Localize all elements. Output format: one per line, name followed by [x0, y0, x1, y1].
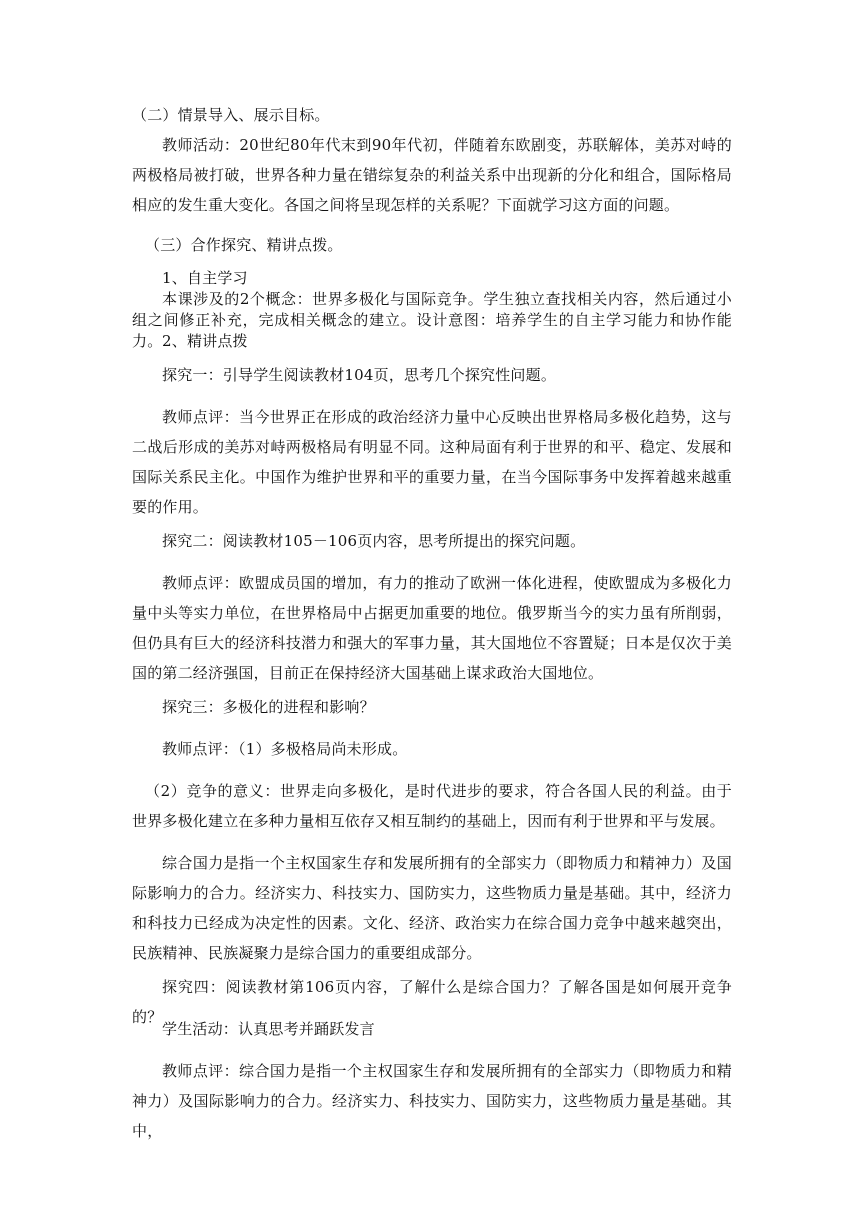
inquiry-4-paragraph: 探究四：阅读教材第106页内容，了解什么是综合国力？了解各国是如何展开竞争的？	[132, 978, 732, 1026]
teacher-comment-2-paragraph: 教师点评：欧盟成员国的增加，有力的推动了欧洲一体化进程，使欧盟成为多极化力量中头等实力单位，在世界格局中占据更加重要的地位。俄罗斯当今的实力虽有所削弱，但仍具有巨大的经济科技潜力和强大的军事力量，其大国地位不容置疑；日本是仅次于美国的第二经济强国，目前正在保持经济大国基础上谋求政治大国地位。	[132, 574, 732, 682]
section-heading-2: （二）情景导入、展示目标。	[132, 106, 330, 124]
subheading-key-points: 2、精讲点拨	[162, 332, 248, 350]
inquiry-3-paragraph: 探究三：多极化的进程和影响？	[162, 698, 375, 716]
inquiry-1-paragraph: 探究一：引导学生阅读教材104页，思考几个探究性问题。	[162, 366, 557, 384]
student-activity-paragraph: 学生活动：认真思考并踊跃发言	[162, 1020, 375, 1038]
teacher-comment-3-paragraph: 教师点评：（1）多极格局尚未形成。	[162, 740, 408, 758]
competition-significance-paragraph: （2）竞争的意义：世界走向多极化，是时代进步的要求，符合各国人民的利益。由于世界多极化建立在多种力量相互依存又相互制约的基础上，因而有利于世界和平与发展。	[132, 782, 732, 830]
teacher-activity-paragraph: 教师活动：20世纪80年代末到90年代初，伴随着东欧剧变，苏联解体，美苏对峙的两极格局被打破，世界各种力量在错综复杂的利益关系中出现新的分化和组合，国际格局相应的发生重大变化。各国之间将呈现怎样的关系呢？下面就学习这方面的问题。	[132, 136, 732, 214]
section-heading-3: （三）合作探究、精讲点拨。	[145, 236, 343, 254]
teacher-comment-1-paragraph: 教师点评：当今世界正在形成的政治经济力量中心反映出世界格局多极化趋势，这与二战后形成的美苏对峙两极格局有明显不同。这种局面有利于世界的和平、稳定、发展和国际关系民主化。中国作为维护世界和平的重要力量，在当今国际事务中发挥着越来越重要的作用。	[132, 408, 732, 516]
inquiry-2-paragraph: 探究二：阅读教材105－106页内容，思考所提出的探究问题。	[162, 532, 586, 550]
national-strength-paragraph: 综合国力是指一个主权国家生存和发展所拥有的全部实力（即物质力和精神力）及国际影响力的合力。经济实力、科技实力、国防实力，这些物质力量是基础。其中，经济力和科技力已经成为决定性的因素。文化、经济、政治实力在综合国力竞争中越来越突出，民族精神、民族凝聚力是综合国力的重要组成部分。	[132, 854, 732, 962]
subheading-self-study: 1、自主学习	[162, 269, 248, 287]
self-study-paragraph: 本课涉及的2个概念：世界多极化与国际竞争。学生独立查找相关内容，然后通过小组之间修正补充，完成相关概念的建立。设计意图：培养学生的自主学习能力和协作能力。	[132, 290, 732, 350]
teacher-comment-4-paragraph: 教师点评：综合国力是指一个主权国家生存和发展所拥有的全部实力（即物质力和精神力）及国际影响力的合力。经济实力、科技实力、国防实力，这些物质力量是基础。其中，	[132, 1062, 732, 1140]
